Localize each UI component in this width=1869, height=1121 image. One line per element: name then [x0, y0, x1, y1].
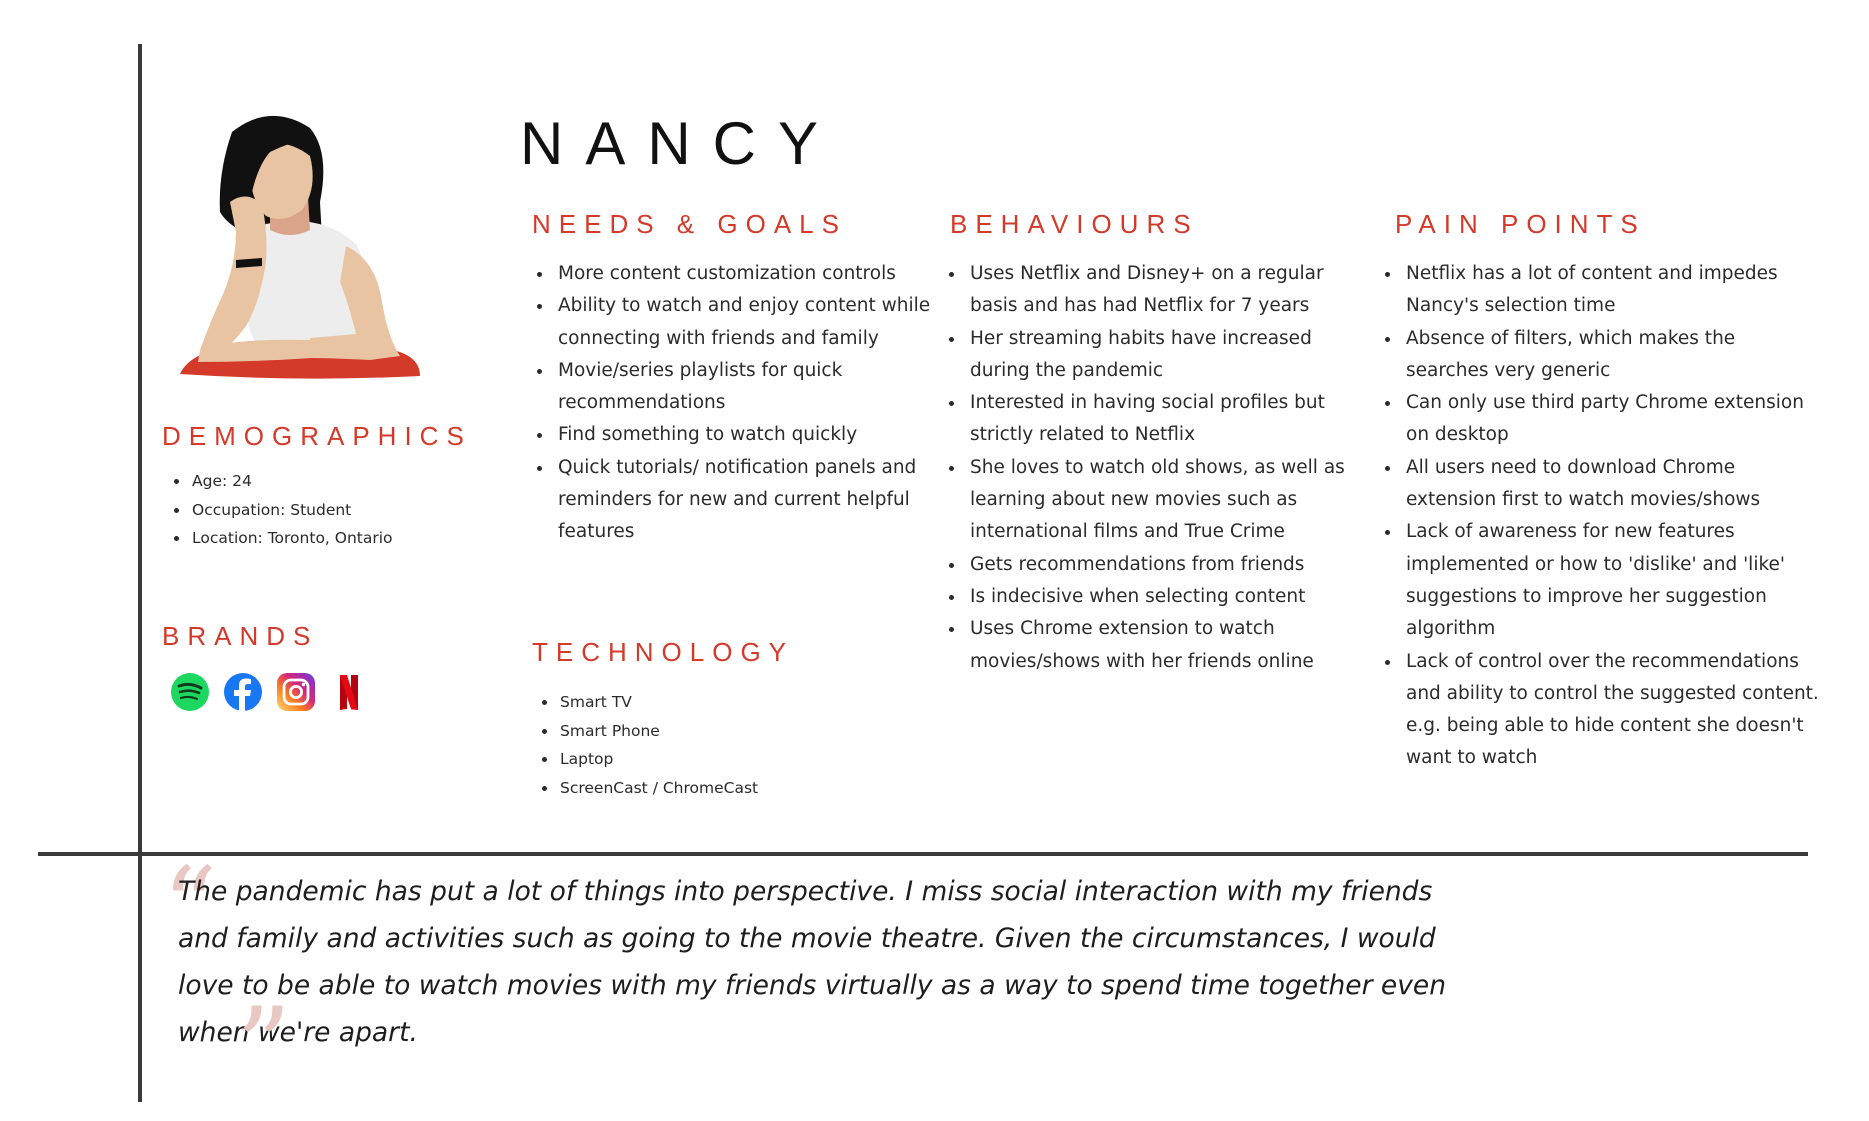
list-item: • Uses Chrome extension to watch movies/shows with her friends online	[966, 613, 1366, 678]
list-item: • Ability to watch and enjoy content while connecting with friends and family	[554, 290, 934, 355]
list-item: • Smart Phone	[558, 717, 758, 746]
list-item: • Netflix has a lot of content and impedes Nancy's selection time	[1402, 258, 1822, 323]
open-quote-mark: “	[162, 845, 218, 970]
list-item: • Lack of awareness for new features implemented or how to 'dislike' and 'like' suggestions to improve her suggestion algorithm	[1402, 516, 1822, 645]
brands-heading: BRANDS	[162, 621, 319, 651]
list-item: • Interested in having social profiles but strictly related to Netflix	[966, 387, 1366, 452]
list-item: • All users need to download Chrome extension first to watch movies/shows	[1402, 452, 1822, 517]
spotify-icon	[170, 672, 210, 712]
list-item: • Occupation: Student	[190, 496, 393, 525]
technology-list	[534, 688, 758, 802]
list-item: • Quick tutorials/ notification panels and reminders for new and current helpful features	[554, 452, 934, 549]
behaviours-list	[942, 258, 1366, 678]
list-item: • Movie/series playlists for quick recommendations	[554, 355, 934, 420]
horizontal-divider	[38, 852, 1808, 856]
demographics-heading: DEMOGRAPHICS	[162, 421, 472, 451]
persona-avatar	[170, 112, 440, 384]
instagram-icon	[276, 672, 316, 712]
list-item: • Laptop	[558, 745, 758, 774]
needs-goals-list	[530, 258, 934, 549]
list-item: • Age: 24	[190, 467, 393, 496]
facebook-icon	[223, 672, 263, 712]
list-item: • More content customization controls	[554, 258, 934, 290]
technology-heading: TECHNOLOGY	[532, 637, 795, 667]
pain-points-list	[1378, 258, 1822, 775]
list-item: • Find something to watch quickly	[554, 419, 934, 451]
list-item: • She loves to watch old shows, as well as learning about new movies such as international films and True Crime	[966, 452, 1366, 549]
list-item: • Uses Netflix and Disney+ on a regular basis and has had Netflix for 7 years	[966, 258, 1366, 323]
close-quote-mark: ”	[236, 985, 292, 1110]
demographics-list	[166, 467, 393, 553]
list-item: • ScreenCast / ChromeCast	[558, 774, 758, 803]
list-item: • Lack of control over the recommendations and ability to control the suggested content. e.g. being able to hide content she doesn't want to watch	[1402, 646, 1822, 775]
vertical-divider	[138, 44, 142, 1102]
behaviours-heading: BEHAVIOURS	[950, 209, 1199, 239]
list-item: • Can only use third party Chrome extension on desktop	[1402, 387, 1822, 452]
list-item: • Is indecisive when selecting content	[966, 581, 1366, 613]
list-item: • Smart TV	[558, 688, 758, 717]
persona-name: NANCY	[520, 110, 841, 177]
pain-points-heading: PAIN POINTS	[1395, 209, 1646, 239]
brand-icons	[170, 670, 382, 714]
netflix-icon	[329, 672, 369, 712]
list-item: • Location: Toronto, Ontario	[190, 524, 393, 553]
list-item: • Absence of filters, which makes the searches very generic	[1402, 323, 1822, 388]
quote-text: The pandemic has put a lot of things into perspective. I miss social interaction with my friends and family and activities such as going to the movie theatre. Given the circumstances, I would love to be able to watch movies with my friends virtually as a way to spend time together even when we're apart.	[178, 876, 1447, 1048]
needs-goals-heading: NEEDS & GOALS	[532, 209, 847, 239]
list-item: • Gets recommendations from friends	[966, 549, 1366, 581]
persona-quote	[162, 845, 1502, 1110]
list-item: • Her streaming habits have increased during the pandemic	[966, 323, 1366, 388]
